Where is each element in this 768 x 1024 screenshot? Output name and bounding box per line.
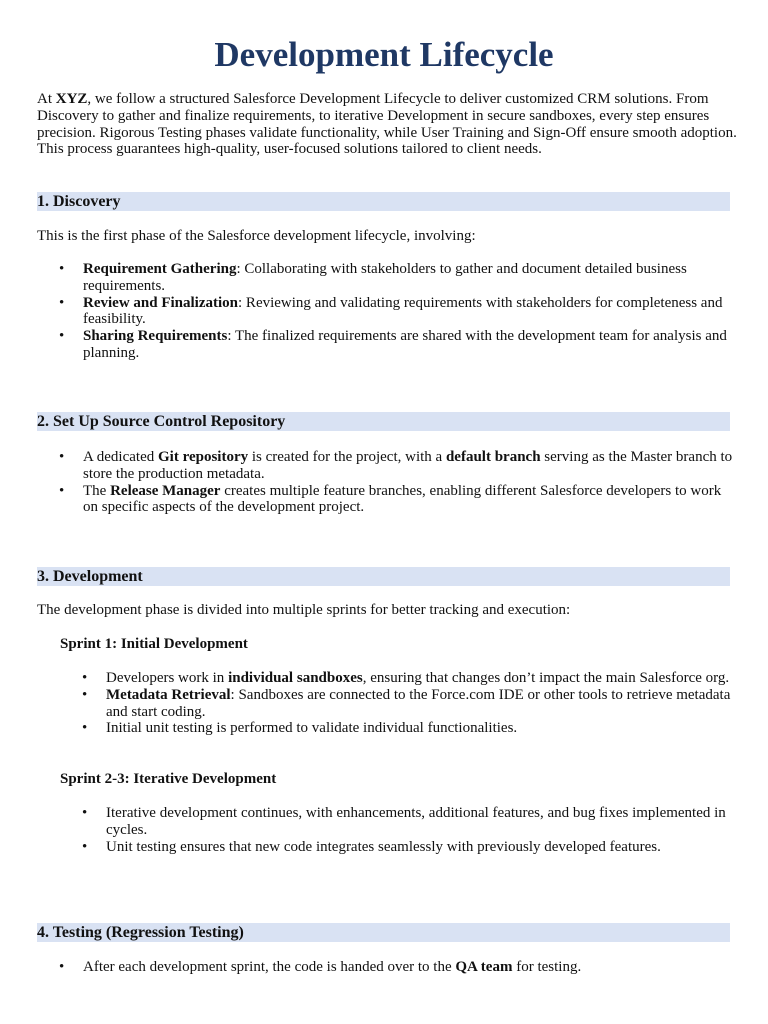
development-intro: The development phase is divided into multiple sprints for better tracking and execution:: [37, 602, 571, 618]
section-heading-text: 1. Discovery: [37, 193, 121, 210]
list-item: [60, 720, 737, 737]
item-text: , ensuring that changes don’t impact the main Salesforce org.: [362, 670, 730, 686]
item-text: : Sandboxes are connected to the Force.com IDE or other tools to retrieve metadata and start coding.: [106, 686, 731, 720]
item-bold: Requirement Gathering: [83, 261, 237, 277]
section-heading-text: 2. Set Up Source Control Repository: [37, 413, 286, 430]
section-heading-text: 3. Development: [37, 568, 143, 585]
sprint1-title: Sprint 1: Initial Development: [60, 636, 248, 652]
item-text: creates multiple feature branches, enabling different Salesforce developers to work on specific aspects of the development project.: [83, 482, 722, 516]
item-bold: individual sandboxes: [228, 670, 363, 686]
discovery-intro: This is the first phase of the Salesforce development lifecycle, involving:: [37, 228, 476, 244]
item-text: Developers work in: [106, 670, 229, 686]
intro-paragraph: [37, 91, 737, 158]
item-bold: QA team: [455, 959, 513, 975]
item-bold: Review and Finalization: [83, 294, 239, 311]
intro-text-rest: , we follow a structured Salesforce Development Lifecycle to deliver customized CRM solutions. From Discovery to gather and finalize requirements, to iterative Development in secure sandboxes, every step ensures precision. Rigorous Testing phases validate functionality, while User Training and Sign-Off ensure smooth adoption. This process guarantees high-quality, user-focused solutions tailored to client needs.: [37, 91, 737, 158]
item-text: Unit testing ensures that new code integrates seamlessly with previously developed features.: [106, 838, 661, 855]
list-item: [60, 805, 737, 839]
sprint1-list: [60, 670, 737, 737]
sprint2-list: [60, 805, 737, 855]
item-bold: default branch: [445, 449, 541, 465]
list-item: [60, 687, 737, 721]
section-heading-text: 4. Testing (Regression Testing): [37, 924, 244, 941]
item-text: for testing.: [512, 959, 582, 975]
section-heading-development: [37, 567, 730, 586]
item-bold: Git repository: [157, 449, 249, 465]
intro-text-start: At: [37, 91, 56, 107]
testing-list: [37, 959, 737, 976]
item-text: Initial unit testing is performed to validate individual functionalities.: [106, 720, 518, 737]
company-name: XYZ: [55, 91, 88, 107]
item-text: : The finalized requirements are shared with the development team for analysis and planning.: [83, 328, 727, 361]
item-text: A dedicated: [83, 449, 158, 465]
item-bold: Sharing Requirements: [83, 328, 228, 345]
list-item: [37, 261, 737, 295]
list-item: [37, 449, 737, 483]
item-text: : Collaborating with stakeholders to gather and document detailed business requirements.: [83, 261, 687, 294]
section-heading-discovery: [37, 192, 730, 211]
list-item: [37, 328, 737, 362]
item-text: is created for the project, with a: [248, 449, 446, 465]
item-text: The: [83, 482, 111, 499]
discovery-list: [37, 261, 737, 362]
list-item: [60, 839, 737, 856]
list-item: [37, 295, 737, 329]
item-text: serving as the Master branch to store the production metadata.: [83, 449, 733, 482]
item-bold: Release Manager: [110, 482, 221, 499]
item-bold: Metadata Retrieval: [106, 686, 231, 703]
sprint2-title: Sprint 2-3: Iterative Development: [60, 771, 277, 787]
section-heading-testing: [37, 923, 730, 942]
section-heading-source-control: [37, 412, 730, 431]
item-text: : Reviewing and validating requirements with stakeholders for completeness and feasibility.: [83, 294, 723, 328]
item-text: After each development sprint, the code is handed over to the: [83, 959, 456, 975]
list-item: [37, 483, 737, 517]
source-control-list: [37, 449, 737, 516]
document-title: Development Lifecycle: [214, 35, 554, 74]
list-item: [60, 670, 737, 687]
item-text: Iterative development continues, with enhancements, additional features, and bug fixes implemented in cycles.: [106, 805, 726, 838]
list-item: [37, 959, 737, 976]
